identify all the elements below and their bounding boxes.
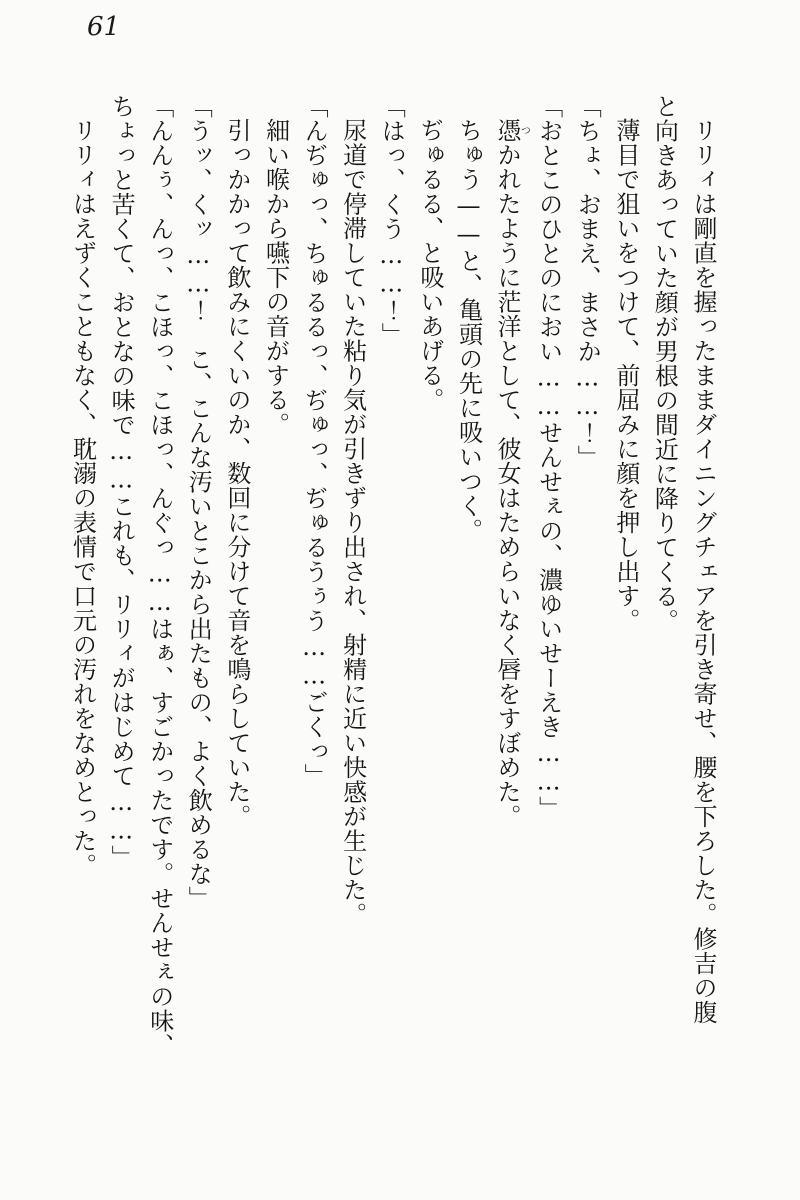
- text-line: ぢゅるる、と吸いあげる。: [415, 118, 444, 412]
- text-line: 「ちょ、おまえ、まさか……！」: [573, 94, 602, 470]
- text-line: リリィはえずくこともなく、耽溺の表情で口元の汚れをなめとった。: [68, 118, 97, 878]
- text-line: 憑つかれたように茫洋として、彼女はためらいなく唇をすぼめた。: [493, 118, 530, 829]
- text-line: リリィは剛直を握ったままダイニングチェアを引き寄せ、腰を下ろした。修吉の腹: [689, 118, 717, 1025]
- text-line: 「おとこのひとのにおい……せんせぇの、濃ゆいせーえき……」: [534, 94, 563, 821]
- text-line: と向きあっていた顔が男根の間近に降りてくる。: [650, 94, 679, 633]
- text-line: 尿道で停滞していた粘り気が引きずり出され、射精に近い快感が生じた。: [338, 118, 367, 927]
- page-number: 61: [87, 12, 121, 42]
- text-line: ちょっと苦くて、おとなの味で……これも、リリィがはじめて……」: [107, 94, 136, 870]
- text-line: ちゅう——と、亀頭の先に吸いつく。: [454, 118, 483, 543]
- text-line: 「んぢゅっ、ちゅるるっ、ぢゅっ、ぢゅるうぅう……ごくっ」: [300, 94, 329, 788]
- text-line: 薄目で狙いをつけて、前屈みに顔を押し出す。: [611, 118, 640, 633]
- text-line: 「んんぅ、んっ、こほっ、こほっ、んぐっ……はぁ、すごかったです。せんせぇの味、: [145, 94, 174, 1058]
- text-line: 引っかかって飲みにくいのか、数回に分けて音を鳴らしていた。: [222, 118, 251, 829]
- ruby-annotation: 憑つ: [493, 118, 530, 143]
- text-line: 「うッ、くッ……！ こ、こんな汚いとこから出たもの、よく飲めるな」: [184, 94, 213, 911]
- text-columns: [63, 94, 722, 1058]
- text-line: 細い喉から嚥下の音がする。: [261, 118, 290, 437]
- text-line: 「はっ、くう……！」: [377, 94, 406, 347]
